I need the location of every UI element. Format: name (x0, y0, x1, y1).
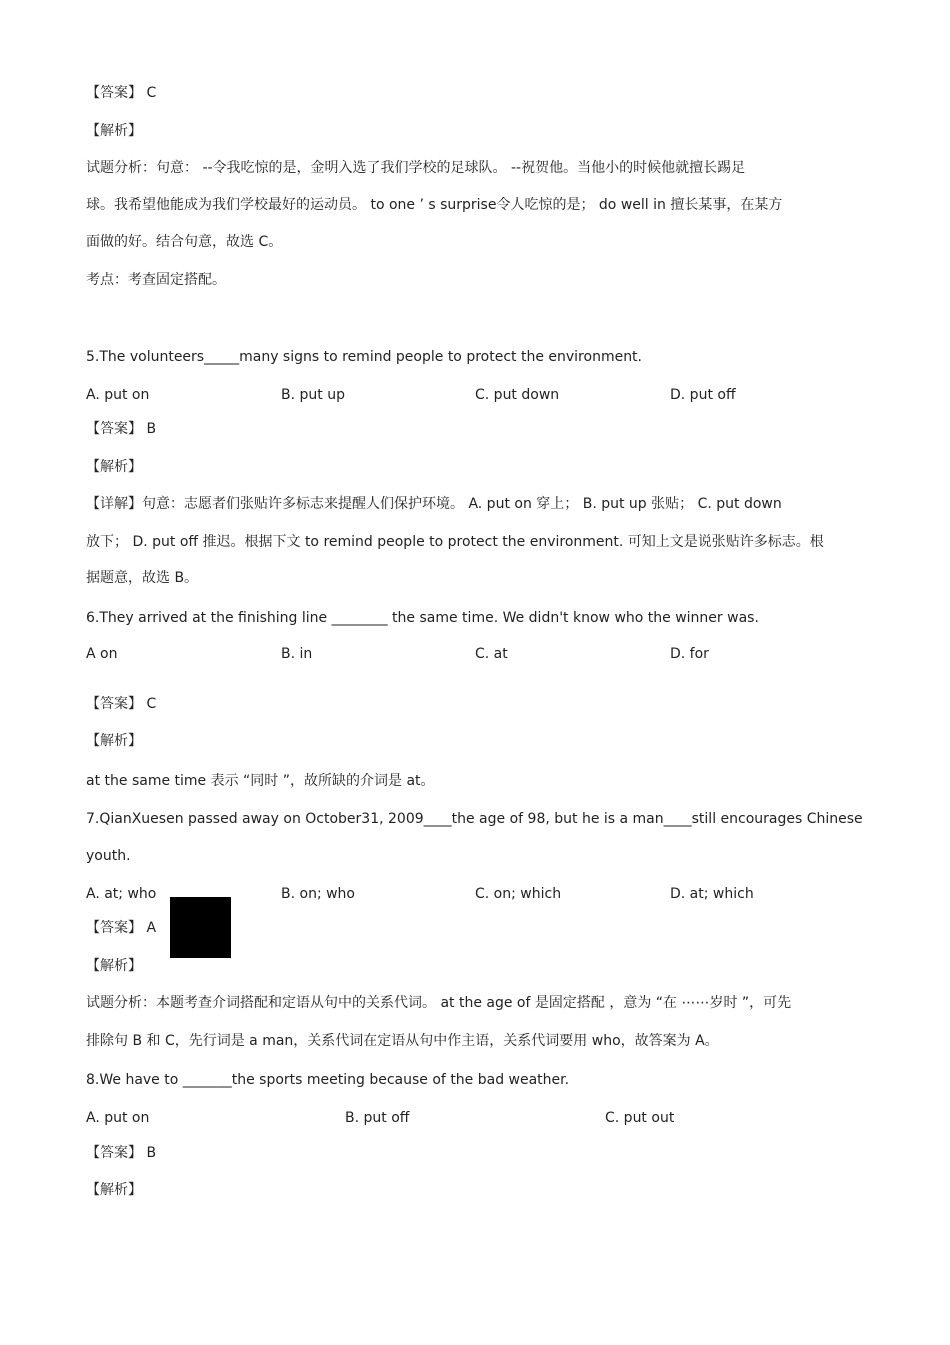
question-8: 8.We have to _______the sports meeting because of the bad weather. (86, 1072, 570, 1088)
q5-option-c: C. put down (475, 387, 560, 403)
q8-option-b: B. put off (345, 1110, 410, 1126)
analysis-label-7: 【解析】 (86, 958, 142, 974)
analysis-label-4: 【解析】 (86, 123, 142, 139)
detail-5-line-3: 据题意，故选 B。 (86, 570, 199, 586)
analysis-label-8: 【解析】 (86, 1182, 142, 1198)
analysis-4-line-3: 面做的好。结合句意，故选 C。 (86, 234, 283, 250)
q6-option-c: C. at (475, 646, 508, 662)
answer-6: 【答案】 C (86, 696, 157, 712)
detail-5-line-1: 【详解】句意：志愿者们张贴许多标志来提醒人们保护环境。 A. put on 穿上； B. put up 张贴； C. put down (86, 496, 782, 512)
q7-option-b: B. on; who (281, 886, 355, 902)
question-6: 6.They arrived at the finishing line ________ the same time. We didn't know who the winner was. (86, 610, 759, 626)
analysis-7-line-1: 试题分析：本题考查介词搭配和定语从句中的关系代词。 at the age of 是固定搭配 ，意为 “在 ⋯⋯岁时 ”，可先 (86, 995, 792, 1011)
question-5: 5.The volunteers_____many signs to remind people to protect the environment. (86, 349, 643, 365)
q6-option-d: D. for (670, 646, 709, 662)
redaction-box (170, 897, 231, 958)
test-point-4: 考点：考查固定搭配。 (86, 272, 226, 288)
analysis-4-line-2: 球。我希望他能成为我们学校最好的运动员。 to one ’ s surprise令人吃惊的是； do well in 擅长某事，在某方 (86, 197, 783, 213)
q6-option-b: B. in (281, 646, 313, 662)
detail-5-line-2: 放下； D. put off 推迟。根据下文 to remind people to protect the environment. 可知上文是说张贴许多标志。根 (86, 534, 824, 550)
answer-5: 【答案】 B (86, 421, 157, 437)
q5-option-a: A. put on (86, 387, 150, 403)
question-7-line-2: youth. (86, 848, 131, 864)
q5-option-b: B. put up (281, 387, 345, 403)
analysis-7-line-2: 排除句 B 和 C，先行词是 a man，关系代词在定语从句中作主语，关系代词要用 who，故答案为 A。 (86, 1033, 719, 1049)
q6-option-a: A on (86, 646, 118, 662)
q5-option-d: D. put off (670, 387, 736, 403)
question-7-line-1: 7.QianXuesen passed away on October31, 2009____the age of 98, but he is a man____still encourages Chinese (86, 811, 863, 827)
q8-option-c: C. put out (605, 1110, 675, 1126)
answer-4: 【答案】 C (86, 85, 157, 101)
analysis-label-5: 【解析】 (86, 459, 142, 475)
answer-8: 【答案】 B (86, 1145, 157, 1161)
answer-7: 【答案】 A (86, 920, 157, 936)
analysis-6-line-1: at the same time 表示 “同时 ”，故所缺的介词是 at。 (86, 773, 435, 789)
analysis-label-6: 【解析】 (86, 733, 142, 749)
q7-option-d: D. at; which (670, 886, 754, 902)
analysis-4-line-1: 试题分析：句意： --令我吃惊的是，金明入选了我们学校的足球队。 --祝贺他。当他小的时候他就擅长踢足 (86, 160, 746, 176)
q7-option-c: C. on; which (475, 886, 562, 902)
q8-option-a: A. put on (86, 1110, 150, 1126)
q7-option-a: A. at; who (86, 886, 157, 902)
